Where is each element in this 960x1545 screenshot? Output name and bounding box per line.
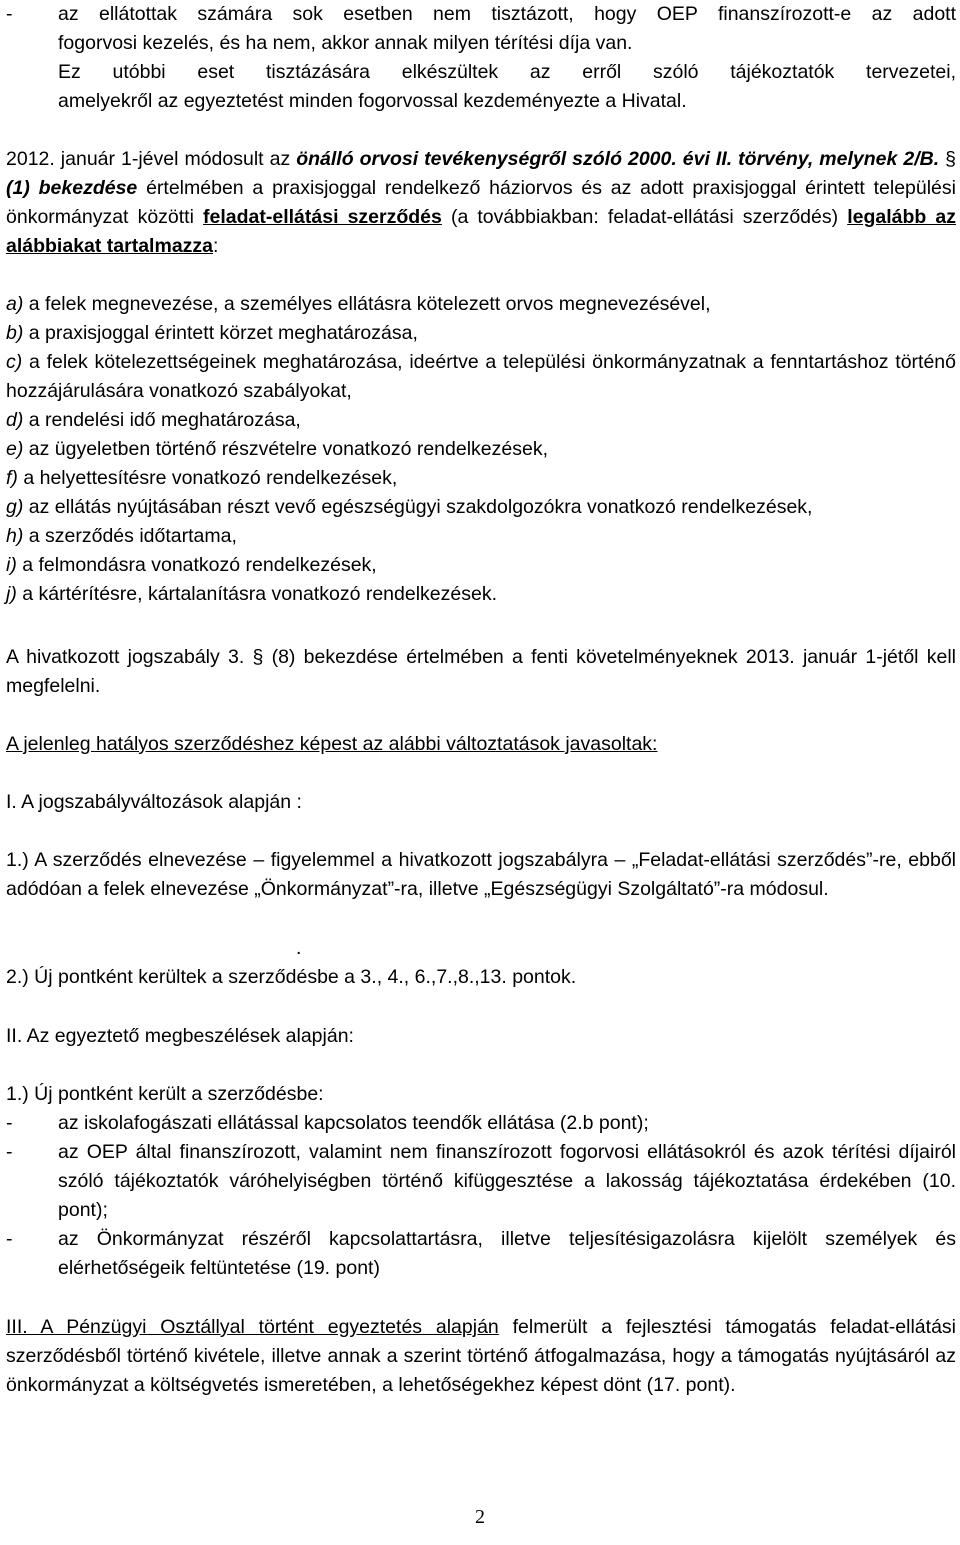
list-item: a) a felek megnevezése, a személyes ellátásra kötelezett orvos megnevezésével, xyxy=(6,293,711,315)
list-item: i) a felmondásra vonatkozó rendelkezések, xyxy=(6,554,377,576)
list-item: j) a kártérítésre, kártalanításra vonatkozó rendelkezések. xyxy=(6,583,497,605)
list-item xyxy=(6,0,956,58)
list-item: g) az ellátás nyújtásában részt vevő egészségügyi szakdolgozókra vonatkozó rendelkezések, xyxy=(6,496,813,518)
list-item: - az Önkormányzat részéről kapcsolattartásra, illetve teljesítésigazolásra kijelölt személyek és elérhetőségeik feltüntetése (19. pont) xyxy=(6,1225,956,1283)
section-2-heading: II. Az egyeztető megbeszélések alapján: xyxy=(6,1025,354,1047)
list-item: c) a felek kötelezettségeinek meghatározása, ideértve a települési önkormányzatnak a fenntartáshoz történő hozzájárulására vonatkozó szabályokat, xyxy=(6,351,956,402)
changes-heading: A jelenleg hatályos szerződéshez képest az alábbi változtatások javasoltak: xyxy=(6,733,658,755)
contract-items-list xyxy=(6,290,956,609)
dash-marker: - xyxy=(6,3,13,25)
section-3-heading: III. A Pénzügyi Osztállyal történt egyeztetés alapján xyxy=(6,1316,499,1338)
list-item: b) a praxisjoggal érintett körzet meghatározása, xyxy=(6,322,418,344)
law-paragraph: 2012. január 1-jével módosult az önálló orvosi tevékenységről szóló 2000. évi II. törvény, melynek 2/B. § (1) bekezdése értelmében a praxisjoggal rendelkező háziorvos és az adott praxisjoggal érintett települési önkormányzat közötti feladat-ellátási szerződés (a továbbiakban: feladat-ellátási szerződés) legalább az alábbiakat tartalmazza: xyxy=(6,148,956,257)
list-item: - az iskolafogászati ellátással kapcsolatos teendők ellátása (2.b pont); xyxy=(6,1109,956,1138)
section-3-paragraph: III. A Pénzügyi Osztállyal történt egyeztetés alapján felmerült a fejlesztési támogatás feladat-ellátási szerződésből történő kivétele, illetve annak a szerint történő átfogalmazása, hogy a támogatás nyújtásáról az önkormányzat a költségvetés ismeretében, a lehetőségekhez képest dönt (17. pont). xyxy=(6,1316,956,1396)
dash-marker: - xyxy=(6,1112,13,1134)
top-list xyxy=(6,0,956,116)
section-1-item-2: 2.) Új pontként kerültek a szerződésbe a 3., 4., 6.,7.,8.,13. pontok. xyxy=(6,966,577,988)
dash-marker: - xyxy=(6,1141,13,1163)
list-continuation: Ez utóbbi eset tisztázására elkészültek az erről szóló tájékoztatók tervezetei, amelyekről az egyeztetést minden fogorvossal kezdeményezte a Hivatal. xyxy=(58,61,956,112)
section-1-heading: I. A jogszabályváltozások alapján : xyxy=(6,791,302,813)
list-item-text: az ellátottak számára sok esetben nem tisztázott, hogy OEP finanszírozott-e az adott fogorvosi kezelés, és ha nem, akkor annak milyen térítési díja van. xyxy=(58,3,956,54)
section-1-item-1: 1.) A szerződés elnevezése – figyelemmel a hivatkozott jogszabályra – „Feladat-ellátási szerződés”-re, ebből adódóan a felek elnevezése „Önkormányzat”-ra, illetve „Egészségügyi Szolgáltató”-ra módosul. xyxy=(6,849,956,900)
section-2-bullets xyxy=(6,1109,956,1283)
list-item: f) a helyettesítésre vonatkozó rendelkezések, xyxy=(6,467,398,489)
list-item: - az OEP által finanszírozott, valamint nem finanszírozott fogorvosi ellátásokról és azok térítési díjairól szóló tájékoztatók váróhelyiségben történő kifüggesztése a lakosság tájékoztatása érdekében (10. pont); xyxy=(6,1138,956,1225)
section-1-dot: . xyxy=(296,937,302,959)
deadline-paragraph: A hivatkozott jogszabály 3. § (8) bekezdése értelmében a fenti követelményeknek 2013. január 1-jétől kell megfelelni. xyxy=(6,646,956,697)
list-item: d) a rendelési idő meghatározása, xyxy=(6,409,301,431)
page-number: 2 xyxy=(475,1506,485,1528)
dash-marker: - xyxy=(6,1228,13,1250)
section-symbol: § xyxy=(945,148,956,170)
list-item: h) a szerződés időtartama, xyxy=(6,525,237,547)
section-2-intro: 1.) Új pontként került a szerződésbe: xyxy=(6,1083,324,1105)
list-item: e) az ügyeletben történő részvételre vonatkozó rendelkezések, xyxy=(6,438,548,460)
